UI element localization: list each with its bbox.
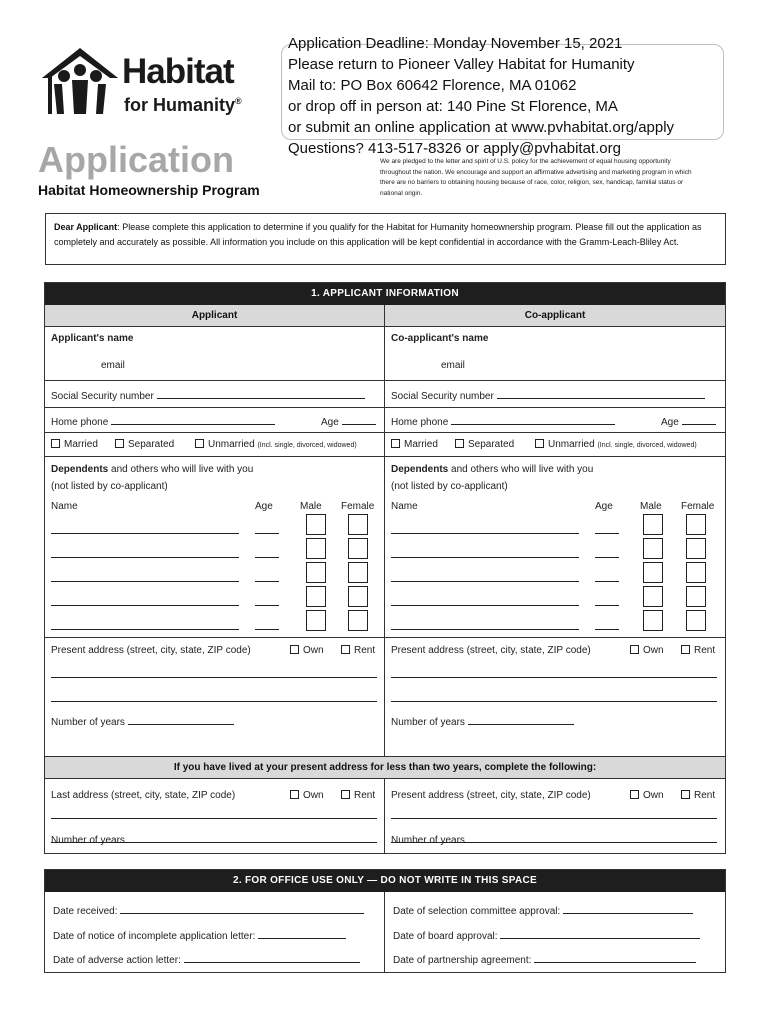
- date-adverse-action-field[interactable]: Date of adverse action letter:: [53, 953, 360, 966]
- dependents-male-header: Male: [300, 501, 322, 512]
- male-checkbox[interactable]: [306, 610, 326, 631]
- male-checkbox[interactable]: [306, 586, 326, 607]
- female-checkbox[interactable]: [686, 610, 706, 631]
- habitat-logo: [38, 44, 248, 120]
- last-years-field[interactable]: Number of years: [51, 833, 234, 846]
- date-received-field[interactable]: Date received:: [53, 904, 364, 917]
- office-use-right: [385, 892, 725, 972]
- applicant-dependents-label: Dependents and others who will live with you: [51, 464, 254, 475]
- deadline-line: Application Deadline: Monday November 15, 2021: [288, 35, 623, 52]
- dependent-age-line[interactable]: [595, 605, 619, 606]
- co-last-address-line[interactable]: [391, 818, 717, 819]
- female-checkbox[interactable]: [348, 514, 368, 535]
- last-own-checkbox[interactable]: Own: [290, 790, 324, 801]
- co-present-address-label: Present address (street, city, state, ZIP code): [391, 645, 591, 656]
- dependent-age-line[interactable]: [595, 629, 619, 630]
- coapplicant-age-field[interactable]: Age: [661, 415, 716, 428]
- mail-line: Mail to: PO Box 60642 Florence, MA 01062: [288, 77, 577, 94]
- applicant-email-label[interactable]: email: [101, 360, 125, 371]
- coapplicant-dependents-label: Dependents and others who will live with you: [391, 464, 594, 475]
- coapplicant-email-label[interactable]: email: [441, 360, 465, 371]
- last-address-label: Last address (street, city, state, ZIP code): [51, 790, 236, 801]
- female-checkbox[interactable]: [348, 610, 368, 631]
- dependent-name-line[interactable]: [51, 533, 239, 534]
- dependent-name-line[interactable]: [391, 581, 579, 582]
- applicant-ssn-field[interactable]: Social Security number: [51, 389, 365, 402]
- co-last-address-label: Present address (street, city, state, ZIP code): [391, 790, 591, 801]
- prior-address-band: If you have lived at your present address for less than two years, complete the following:: [45, 756, 725, 779]
- dependent-age-line[interactable]: [255, 629, 279, 630]
- female-checkbox[interactable]: [686, 514, 706, 535]
- present-years-field[interactable]: Number of years: [51, 715, 234, 728]
- present-rent-checkbox[interactable]: Rent: [341, 645, 375, 656]
- present-address-label: Present address (street, city, state, ZIP code): [51, 645, 251, 656]
- male-checkbox[interactable]: [643, 514, 663, 535]
- dropoff-line: or drop off in person at: 140 Pine St Florence, MA: [288, 98, 618, 115]
- dependent-name-line[interactable]: [391, 605, 579, 606]
- online-line: or submit an online application at www.pvhabitat.org/apply: [288, 119, 675, 136]
- dependent-name-line[interactable]: [391, 533, 579, 534]
- applicant-married-checkbox[interactable]: Married: [51, 439, 98, 450]
- applicant-name-label: Applicant's name: [51, 333, 134, 344]
- applicant-separated-checkbox[interactable]: Separated: [115, 439, 174, 450]
- last-rent-checkbox[interactable]: Rent: [341, 790, 375, 801]
- applicant-information-section: [44, 282, 726, 854]
- female-checkbox[interactable]: [348, 562, 368, 583]
- male-checkbox[interactable]: [643, 586, 663, 607]
- applicant-home-phone-field[interactable]: Home phone: [51, 415, 275, 428]
- dependent-age-line[interactable]: [255, 533, 279, 534]
- dependent-name-line[interactable]: [391, 557, 579, 558]
- page-subtitle: Habitat Homeownership Program: [38, 182, 260, 198]
- dependents-name-header: Name: [51, 501, 78, 512]
- dependent-name-line[interactable]: [51, 581, 239, 582]
- logo-wordmark: Habitat: [122, 52, 234, 91]
- coapplicant-ssn-field[interactable]: Social Security number: [391, 389, 705, 402]
- dependents-age-header: Age: [595, 501, 613, 512]
- coapplicant-unmarried-checkbox[interactable]: Unmarried (Incl. single, divorced, widowed): [535, 439, 697, 450]
- present-own-checkbox[interactable]: Own: [290, 645, 324, 656]
- section-2-title: 2. FOR OFFICE USE ONLY — DO NOT WRITE IN THIS SPACE: [45, 870, 725, 892]
- dependent-age-line[interactable]: [595, 533, 619, 534]
- female-checkbox[interactable]: [348, 538, 368, 559]
- dependents-age-header: Age: [255, 501, 273, 512]
- female-checkbox[interactable]: [686, 538, 706, 559]
- logo-tagline: for Humanity®: [124, 95, 242, 115]
- dependent-age-line[interactable]: [255, 557, 279, 558]
- last-address-line[interactable]: [51, 818, 377, 819]
- male-checkbox[interactable]: [306, 514, 326, 535]
- dependent-name-line[interactable]: [51, 557, 239, 558]
- male-checkbox[interactable]: [306, 562, 326, 583]
- dependents-male-header: Male: [640, 501, 662, 512]
- contact-info: [288, 33, 674, 159]
- intro-lead: Dear Applicant: [54, 222, 118, 232]
- office-use-section: [44, 869, 726, 973]
- section-1-title: 1. APPLICANT INFORMATION: [45, 283, 725, 305]
- dependent-age-line[interactable]: [255, 581, 279, 582]
- coapplicant-dependents-note: (not listed by co-applicant): [391, 481, 508, 492]
- dependent-name-line[interactable]: [51, 605, 239, 606]
- date-board-approval-field[interactable]: Date of board approval:: [393, 929, 700, 942]
- female-checkbox[interactable]: [686, 562, 706, 583]
- applicant-age-field[interactable]: Age: [321, 415, 376, 428]
- date-incomplete-notice-field[interactable]: Date of notice of incomplete application letter:: [53, 929, 346, 942]
- co-present-address-line[interactable]: [391, 701, 717, 702]
- dependents-name-header: Name: [391, 501, 418, 512]
- questions-line: Questions? 413-517-8326 or apply@pvhabitat.org: [288, 140, 621, 157]
- habitat-house-icon: [38, 44, 122, 116]
- male-checkbox[interactable]: [643, 562, 663, 583]
- coapplicant-separated-checkbox[interactable]: Separated: [455, 439, 514, 450]
- date-selection-approval-field[interactable]: Date of selection committee approval:: [393, 904, 693, 917]
- dependent-name-line[interactable]: [391, 629, 579, 630]
- co-present-own-checkbox[interactable]: Own: [630, 645, 664, 656]
- female-checkbox[interactable]: [686, 586, 706, 607]
- coapplicant-married-checkbox[interactable]: Married: [391, 439, 438, 450]
- co-last-rent-checkbox[interactable]: Rent: [681, 790, 715, 801]
- office-use-left: [45, 892, 385, 972]
- page-title: Application: [38, 139, 234, 180]
- present-address-line[interactable]: [51, 677, 377, 678]
- return-line: Please return to Pioneer Valley Habitat for Humanity: [288, 56, 635, 73]
- co-last-own-checkbox[interactable]: Own: [630, 790, 664, 801]
- co-present-rent-checkbox[interactable]: Rent: [681, 645, 715, 656]
- male-checkbox[interactable]: [643, 610, 663, 631]
- dependents-female-header: Female: [681, 501, 715, 512]
- co-present-address-line[interactable]: [391, 677, 717, 678]
- applicant-unmarried-checkbox[interactable]: Unmarried (Incl. single, divorced, widowed): [195, 439, 357, 450]
- coapplicant-home-phone-field[interactable]: Home phone: [391, 415, 615, 428]
- coapplicant-name-label: Co-applicant's name: [391, 333, 489, 344]
- date-partnership-field[interactable]: Date of partnership agreement:: [393, 953, 696, 966]
- co-present-years-field[interactable]: Number of years: [391, 715, 574, 728]
- equal-housing-pledge: We are pledged to the letter and spirit of U.S. policy for the achievement of equal housing opportunity throughout the nation. We encourage and support an affirmative advertising and marketing program in which there are no barriers to obtaining housing because of race, color, religion, sex, handicap, familial status or national origin.: [380, 158, 692, 197]
- dependent-age-line[interactable]: [255, 605, 279, 606]
- male-checkbox[interactable]: [643, 538, 663, 559]
- intro-body: : Please complete this application to determine if you qualify for the Habitat for Humanity homeownership program. Please fill out the application as completely and accurately as possible. All information you include on this application will be kept confidential in accordance with the Gramm-Leach-Bliley Act.: [54, 222, 702, 247]
- female-checkbox[interactable]: [348, 586, 368, 607]
- coapplicant-heading: Co-applicant: [385, 305, 725, 327]
- applicant-heading: Applicant: [45, 305, 384, 327]
- dependent-age-line[interactable]: [595, 557, 619, 558]
- dependent-name-line[interactable]: [51, 629, 239, 630]
- male-checkbox[interactable]: [306, 538, 326, 559]
- dependents-female-header: Female: [341, 501, 375, 512]
- applicant-dependents-note: (not listed by co-applicant): [51, 481, 168, 492]
- dependent-age-line[interactable]: [595, 581, 619, 582]
- present-address-line[interactable]: [51, 701, 377, 702]
- intro-box: [45, 213, 726, 265]
- co-last-years-field[interactable]: Number of years: [391, 833, 574, 846]
